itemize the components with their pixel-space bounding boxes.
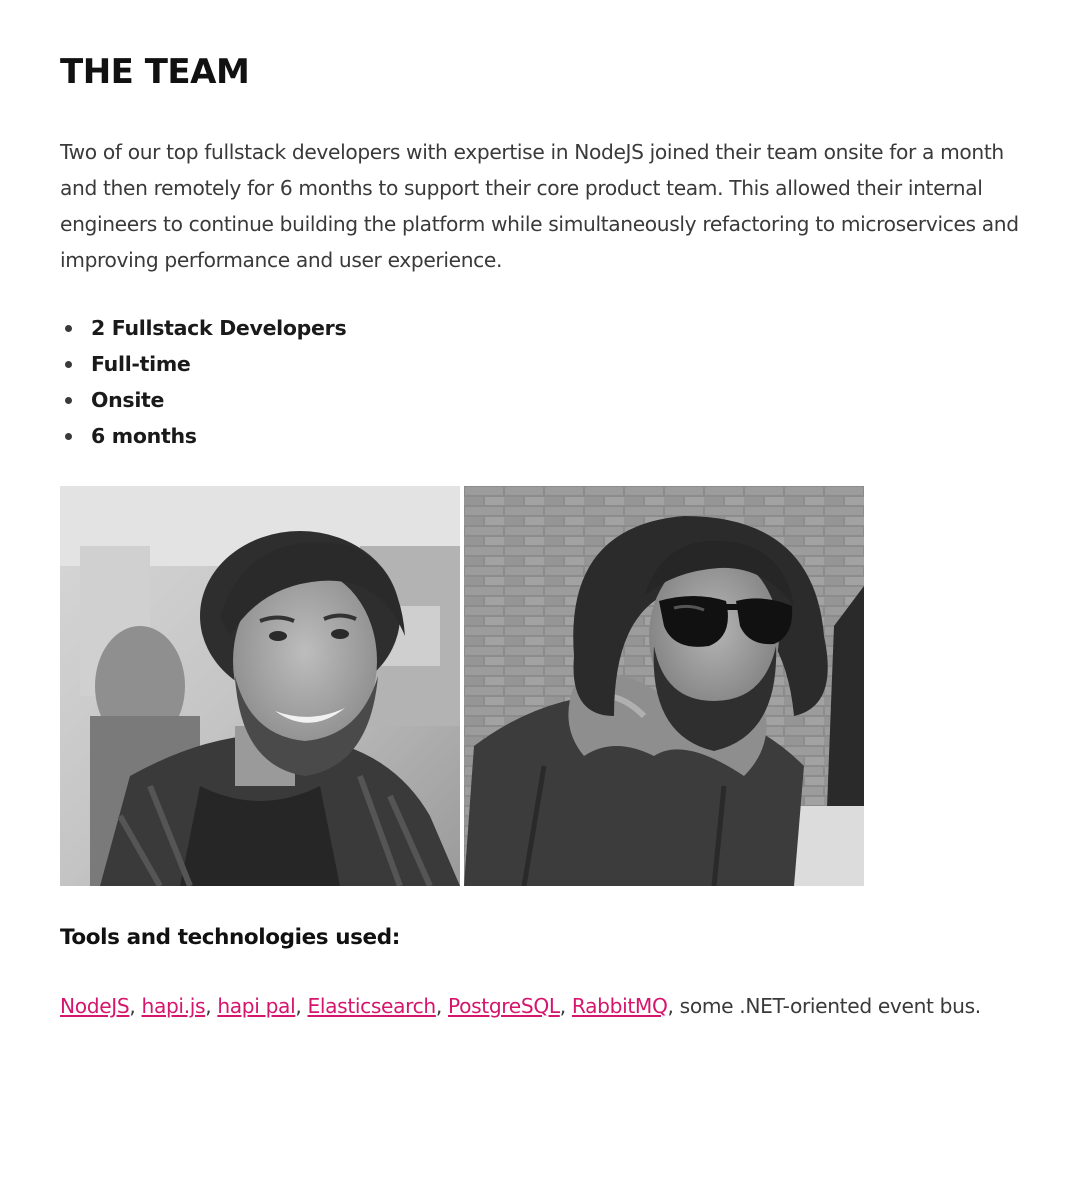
developer-photo-1	[60, 486, 460, 886]
separator: ,	[435, 994, 448, 1018]
link-postgresql[interactable]: PostgreSQL	[448, 994, 560, 1018]
separator: ,	[559, 994, 572, 1018]
section-title: THE TEAM	[60, 52, 250, 92]
fact-duration: 6 months	[91, 418, 346, 454]
link-nodejs[interactable]: NodeJS	[60, 994, 130, 1018]
team-facts-list	[60, 310, 346, 454]
separator: ,	[205, 994, 218, 1018]
link-hapijs[interactable]: hapi.js	[141, 994, 206, 1018]
separator: ,	[295, 994, 308, 1018]
fact-schedule: Full-time	[91, 346, 346, 382]
link-rabbitmq[interactable]: RabbitMQ	[571, 994, 668, 1018]
link-hapi-pal[interactable]: hapi pal	[217, 994, 296, 1018]
tools-list	[60, 988, 1020, 1024]
fact-location: Onsite	[91, 382, 346, 418]
fact-developers: 2 Fullstack Developers	[91, 310, 346, 346]
link-elasticsearch[interactable]: Elasticsearch	[307, 994, 436, 1018]
tools-heading: Tools and technologies used:	[60, 925, 400, 950]
team-photos	[60, 486, 864, 886]
developer-photo-2	[464, 486, 864, 886]
separator: ,	[129, 994, 142, 1018]
team-description: Two of our top fullstack developers with expertise in NodeJS joined their team onsite for a month and then remotely for 6 months to support their core product team. This allowed their internal engineers to continue building the platform while simultaneously refactoring to microservices and improving performance and user experience.	[60, 140, 1019, 272]
tools-tail-text: , some .NET-oriented event bus.	[667, 994, 981, 1018]
